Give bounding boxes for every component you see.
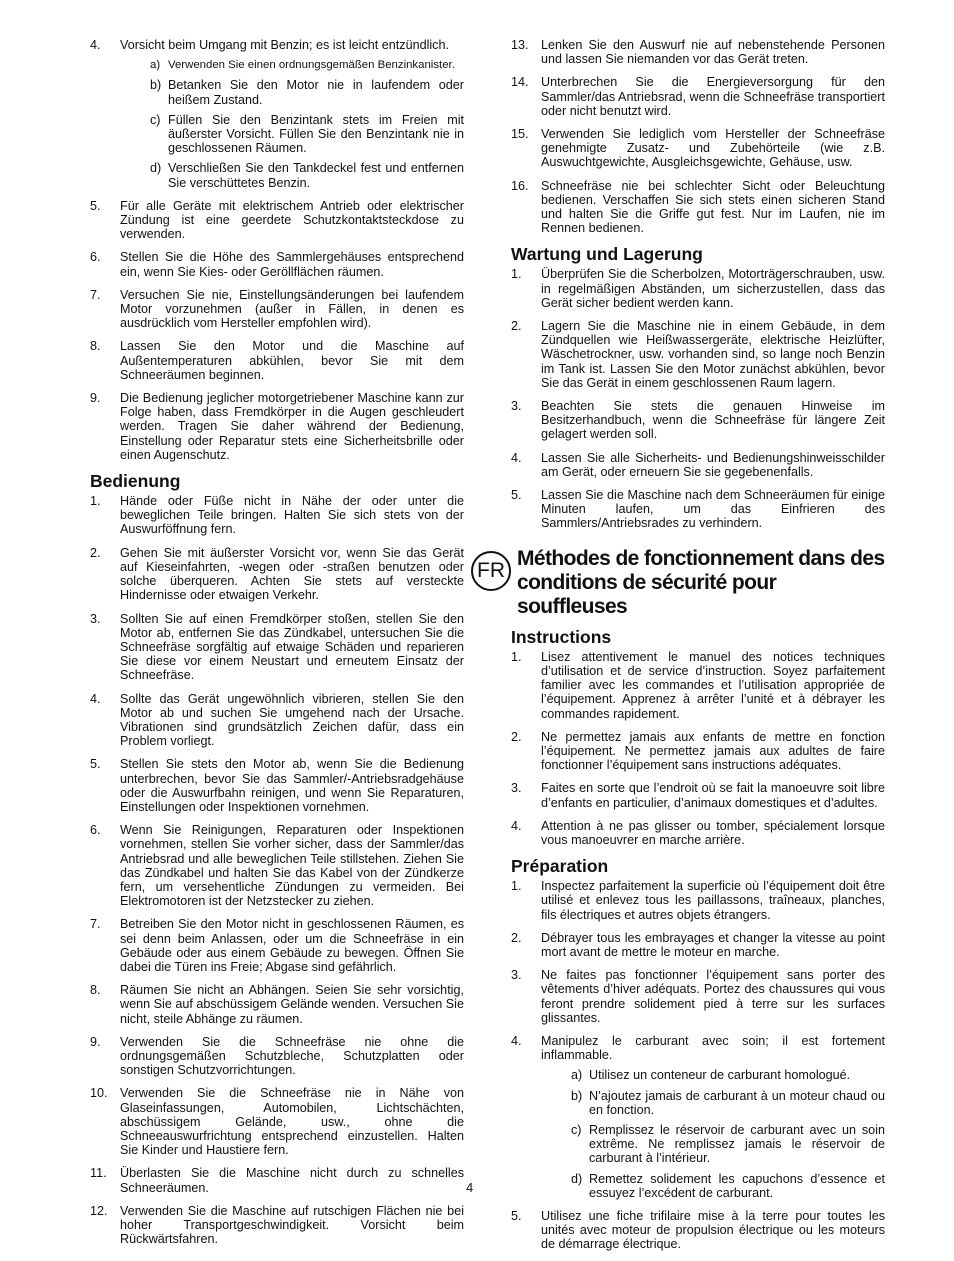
section-heading-preparation: Préparation	[511, 856, 609, 877]
item-number: 10.	[90, 1086, 108, 1101]
item-text: Verwenden Sie die Schneefräse nie ohne die ordnungsgemäßen Schutzbleche, Schutzplatten oder sonstigen Schutzvorrichtungen.	[120, 1034, 464, 1078]
sub-item-text: Utilisez un conteneur de carburant homologué.	[589, 1068, 851, 1083]
item-text: Überlasten Sie die Maschine nicht durch zu schnelles Schneeräumen.	[120, 1166, 464, 1195]
item-text: Lenken Sie den Auswurf nie auf nebenstehende Personen und lassen Sie niemanden vor das Gerät treten.	[541, 38, 885, 67]
sub-item-text: Betanken Sie den Motor nie in laufendem oder heißem Zustand.	[168, 78, 464, 107]
item-number: 12.	[90, 1203, 108, 1218]
list-item	[511, 127, 885, 170]
item-text: Lisez attentivement le manuel des notices techniques d’utilisation et de service d’instruction. Soyez parfaitement familier avec les commandes et l’utilisation appropriée de l’équipement. Apprenez à arrêter l’unité et à débrayer les commandes rapidement.	[541, 649, 885, 721]
list-item	[511, 179, 885, 236]
item-number: 5.	[511, 488, 522, 503]
left-column	[90, 38, 464, 1255]
list-item	[90, 1204, 464, 1247]
list-item	[90, 250, 464, 278]
item-number: 4.	[511, 1033, 522, 1048]
item-number: 3.	[511, 781, 522, 796]
list-item	[90, 1035, 464, 1078]
sub-item	[541, 1172, 885, 1200]
item-number: 14.	[511, 75, 529, 90]
section-heading-instructions: Instructions	[511, 626, 612, 647]
item-text: Gehen Sie mit äußerster Vorsicht vor, wenn Sie das Gerät auf Kieseinfahrten, -wegen oder -straßen benutzen oder solche überqueren. Achten Sie stets auf versteckte Hindernisse oder etwaigen Verkehr.	[120, 545, 464, 603]
item-number: 4.	[511, 818, 522, 833]
item-text: Ne faites pas fonctionner l’équipement sans porter des vêtements d’hiver adéquats. Portez des chaussures qui vous feront prendre solidement pied à terre sur les surfaces glissantes.	[541, 968, 885, 1025]
item-text: Faites en sorte que l’endroit où se fait la manoeuvre soit libre d’enfants en particulier, d’animaux domestiques et d’adultes.	[541, 781, 885, 810]
item-text: Sollten Sie auf einen Fremdkörper stoßen, stellen Sie den Motor ab, entfernen Sie das Zündkabel, untersuchen Sie die Schneefräse sorgfältig auf etwaige Schäden und reparieren Sie diese vor einem Neustart und erneutem Einsatz der Schneefräse.	[120, 611, 464, 683]
item-number: 4.	[511, 450, 522, 465]
list-item	[90, 391, 464, 462]
sub-item-letter: b)	[150, 78, 162, 93]
item-number: 2.	[90, 545, 101, 560]
list-item	[90, 494, 464, 537]
item-number: 8.	[90, 339, 101, 354]
list-item	[90, 199, 464, 242]
item-text: Hände oder Füße nicht in Nähe der oder unter die beweglichen Teile bringen. Halten Sie sich stets von der Auswurföffnung fern.	[120, 494, 464, 537]
list-item	[90, 546, 464, 603]
list-item	[90, 917, 464, 974]
item-number: 1.	[511, 649, 522, 664]
list-item	[90, 823, 464, 908]
list-item	[90, 757, 464, 814]
item-number: 11.	[90, 1166, 107, 1181]
french-section-title-line-2: conditions de sécurité pour souffleuses	[517, 570, 777, 618]
item-number: 1.	[511, 267, 522, 282]
item-number: 2.	[511, 729, 522, 744]
list-item	[511, 931, 885, 959]
item-number: 3.	[90, 611, 101, 626]
item-number: 15.	[511, 127, 529, 142]
right-column	[477, 38, 885, 1261]
french-section-title-line-1: Méthodes de fonctionnement dans des	[517, 546, 885, 570]
list-item	[90, 692, 464, 749]
item-number: 7.	[90, 287, 101, 302]
list-item	[511, 399, 885, 442]
list-item	[90, 38, 464, 190]
item-text: Utilisez une fiche trifilaire mise à la terre pour toutes les unités avec moteur de propulsion électrique ou les moteurs de démarrage électrique.	[541, 1208, 885, 1252]
item-number: 9.	[90, 391, 101, 406]
item-number: 6.	[90, 823, 101, 838]
item-text: Stellen Sie die Höhe des Sammlergehäuses entsprechend ein, wenn Sie Kies- oder Geröllflächen räumen.	[120, 250, 464, 279]
list-item	[511, 1209, 885, 1252]
item-number: 5.	[90, 198, 101, 213]
list-item	[511, 267, 885, 310]
item-number: 1.	[511, 879, 522, 894]
item-text: Schneefräse nie bei schlechter Sicht oder Beleuchtung bedienen. Verschaffen Sie sich stets einen sicheren Stand und halten Sie die Griffe gut fest. Nur im Laufen, nie im Rennen bedienen.	[541, 178, 885, 236]
french-section-header	[471, 547, 885, 619]
item-number: 13.	[511, 38, 529, 52]
item-text: Lassen Sie alle Sicherheits- und Bedienungshinweisschilder am Gerät, oder erneuern Sie sie gegebenenfalls.	[541, 450, 885, 479]
item-text: Versuchen Sie nie, Einstellungsänderungen bei laufendem Motor vorzunehmen (außer in Fällen, in denen es ausdrücklich vom Hersteller empfohlen wird).	[120, 287, 464, 331]
sub-item-letter: b)	[571, 1088, 583, 1103]
list-item	[511, 319, 885, 390]
item-text: Stellen Sie stets den Motor ab, wenn Sie die Bedienung unterbrechen, bevor Sie das Sammler/-Antriebsradgehäuse oder die Auswurfbahn reinigen, und wenn Sie Reparaturen, Einstellungen oder Inspektionen vornehmen.	[120, 757, 464, 814]
item-text: Lagern Sie die Maschine nie in einem Gebäude, in dem Zündquellen wie Heißwassergeräte, elektrische Heizlüfter, Wäschetrockner, usw. vorhanden sind, so lange noch Benzin im Tank ist. Lassen Sie den Motor zunächst abkühlen, bevor Sie das Gerät in einem geschlossenen Raum lagern.	[541, 319, 885, 390]
list-item	[511, 730, 885, 773]
item-text: Unterbrechen Sie die Energieversorgung für den Sammler/das Antriebsrad, wenn die Schneefräse transportiert oder nicht benutzt wird.	[541, 75, 885, 118]
item-text: Sollte das Gerät ungewöhnlich vibrieren, stellen Sie den Motor ab und suchen Sie umgehend nach der Ursache. Vibrationen sind grundsätzlich Zeichen dafür, dass ein Problem vorliegt.	[120, 691, 464, 749]
list-item	[90, 288, 464, 331]
list-item	[511, 819, 885, 847]
item-text: Lassen Sie die Maschine nach dem Schneeräumen für einige Minuten laufen, um das Einfrieren des Sammlers/Antriebsrades zu verhindern.	[541, 488, 885, 531]
sub-item-text: N’ajoutez jamais de carburant à un moteur chaud ou en fonction.	[589, 1088, 885, 1117]
section-heading-bedienung: Bedienung	[90, 471, 181, 492]
list-item	[511, 451, 885, 479]
language-badge-fr: FR	[471, 551, 511, 591]
sub-item	[120, 78, 464, 106]
item-text: Attention à ne pas glisser ou tomber, spécialement lorsque vous manoeuvrer en marche arrière.	[541, 818, 885, 847]
page-number: 4	[466, 1180, 474, 1195]
item-text: Ne permettez jamais aux enfants de mettre en fonction l’équipement. Ne permettez jamais aux adultes de faire fonctionner l’équipement sans instructions adéquates.	[541, 729, 885, 773]
sub-item-text: Füllen Sie den Benzintank stets im Freien mit äußerster Vorsicht. Füllen Sie den Benzintank nie in geschlossenen Räumen.	[168, 112, 464, 156]
sub-item-text: Verwenden Sie einen ordnungsgemäßen Benzinkanister.	[168, 59, 455, 72]
item-number: 5.	[511, 1208, 522, 1223]
sub-item	[541, 1089, 885, 1117]
list-item	[511, 75, 885, 118]
sub-item	[541, 1123, 885, 1166]
item-text: Verwenden Sie die Maschine auf rutschigen Flächen nie bei hoher Transportgeschwindigkeit. Vorsicht beim Rückwärtsfahren.	[120, 1203, 464, 1247]
item-number: 4.	[90, 38, 101, 52]
sub-item	[120, 161, 464, 189]
section-heading-wartung: Wartung und Lagerung	[511, 244, 703, 265]
item-text: Betreiben Sie den Motor nicht in geschlossenen Räumen, es sei denn beim Anlassen, oder um die Schneefräse in ein Gebäude oder aus einem Gebäude zu bewegen. Öffnen Sie dabei die Türen ins Freie; Abgase sind gefährlich.	[120, 917, 464, 974]
sub-item	[541, 1068, 885, 1082]
list-item	[511, 968, 885, 1025]
list-item	[511, 650, 885, 721]
item-text: Vorsicht beim Umgang mit Benzin; es ist leicht entzündlich.	[120, 38, 449, 52]
item-text: Manipulez le carburant avec soin; il est fortement inflammable.	[541, 1033, 885, 1063]
list-item	[511, 488, 885, 531]
item-number: 2.	[511, 319, 522, 334]
sub-item-text: Verschließen Sie den Tankdeckel fest und entfernen Sie verschüttetes Benzin.	[168, 161, 464, 190]
list-item	[90, 339, 464, 382]
sub-item-text: Remettez solidement les capuchons d’essence et essuyez l’excédent de carburant.	[589, 1171, 885, 1200]
sub-item-letter: c)	[571, 1122, 582, 1137]
item-text: Verwenden Sie die Schneefräse nie in Nähe von Glaseinfassungen, Automobilen, Lichtschächten, abschüssigem Gelände, usw., ohne die Schneeauswurfrichtung entsprechend einzustellen. Halten Sie Kinder und Haustiere fern.	[120, 1086, 464, 1158]
item-text: Räumen Sie nicht an Abhängen. Seien Sie sehr vorsichtig, wenn Sie auf abschüssigem Gelände wenden. Versuchen Sie nicht, steile Abhänge zu räumen.	[120, 983, 464, 1026]
sub-item	[120, 113, 464, 156]
item-text: Inspectez parfaitement la superficie où l’équipement doit être utilisé et enlevez tous les paillassons, traîneaux, planches, fils électriques et autres objets étrangers.	[541, 879, 885, 922]
item-text: Wenn Sie Reinigungen, Reparaturen oder Inspektionen vornehmen, stellen Sie vorher sicher, dass der Sammler/das Antriebsrad und alle beweglichen Teile stillstehen. Ziehen Sie das Zündkabel und halten Sie das Kabel von der Zündkerze fern, um versehentliche Zündungen zu vermeiden. Bei Elektromotoren ist der Netzstecker zu ziehen.	[120, 823, 464, 909]
list-item	[511, 879, 885, 922]
item-text: Die Bedienung jeglicher motorgetriebener Maschine kann zur Folge haben, dass Fremdkörper in die Augen geschleudert werden. Tragen Sie daher während der Bedienung, Einstellung oder Reparatur stets eine Sicherheitsbrille oder einen Augenschutz.	[120, 391, 464, 462]
list-item	[90, 1086, 464, 1157]
sub-item-letter: c)	[150, 112, 161, 127]
list-item	[511, 1034, 885, 1200]
item-number: 7.	[90, 917, 101, 932]
list-item	[511, 38, 885, 66]
item-text: Überprüfen Sie die Scherbolzen, Motorträgerschrauben, usw. in regelmäßigen Abständen, um sicherzustellen, dass das Gerät sicher bedient werden kann.	[541, 267, 885, 310]
list-item	[90, 1166, 464, 1194]
item-number: 9.	[90, 1034, 101, 1049]
list-item	[90, 983, 464, 1026]
item-text: Für alle Geräte mit elektrischem Antrieb oder elektrischer Zündung ist eine geerdete Schutzkontaktsteckdose zu verwenden.	[120, 198, 464, 242]
item-text: Beachten Sie stets die genauen Hinweise im Besitzerhandbuch, wenn die Schneefräse für längere Zeit gelagert werden soll.	[541, 399, 885, 442]
item-number: 8.	[90, 983, 101, 998]
item-number: 5.	[90, 757, 101, 772]
item-number: 4.	[90, 691, 101, 706]
list-item	[90, 612, 464, 683]
sub-item-letter: d)	[571, 1171, 583, 1186]
sub-item	[120, 58, 464, 72]
sub-item-letter: a)	[150, 59, 161, 72]
list-item	[511, 781, 885, 809]
item-text: Débrayer tous les embrayages et changer la vitesse au point mort avant de mettre le moteur en marche.	[541, 930, 885, 959]
sub-item-text: Remplissez le réservoir de carburant avec un soin extrême. Ne remplissez jamais le réservoir de carburant à l’intérieur.	[589, 1122, 885, 1166]
sub-item-letter: a)	[571, 1068, 583, 1083]
item-text: Lassen Sie den Motor und die Maschine auf Außentemperaturen abkühlen, bevor Sie mit dem Schneeräumen beginnen.	[120, 339, 464, 382]
item-number: 1.	[90, 494, 101, 509]
item-number: 2.	[511, 930, 522, 945]
item-number: 3.	[511, 968, 522, 983]
item-number: 16.	[511, 178, 529, 193]
sub-item-letter: d)	[150, 161, 162, 176]
item-text: Verwenden Sie lediglich vom Hersteller der Schneefräse genehmigte Zusatz- und Zubehörteile (wie z.B. Auswuchtgewichte, Ausgleichsgewichte, Gehäuse, usw.	[541, 127, 885, 170]
item-number: 3.	[511, 399, 522, 414]
item-number: 6.	[90, 250, 101, 265]
